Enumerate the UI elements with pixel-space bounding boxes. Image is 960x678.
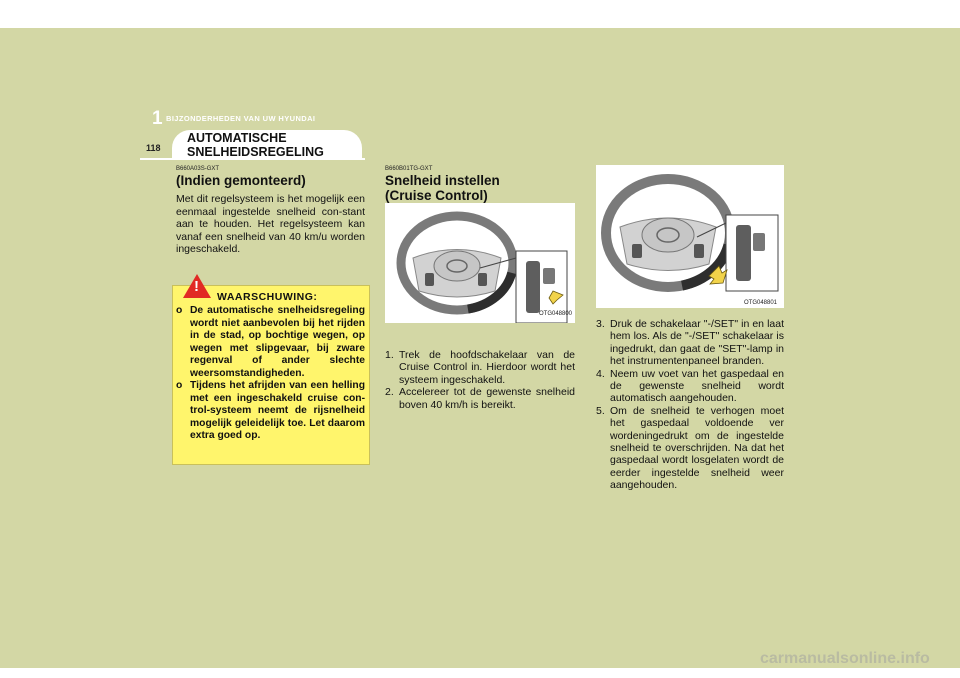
warning-bullet: o (176, 380, 183, 391)
step-text: Om de snelheid te verhogen moet het gaspedaal voldoende ver wordeningedrukt om de ingestelde snelheid te overschrijden. Na dat het gaspedaal wordt losgelaten wordt de eerder ingestelde snelheid weer aangehouden. (610, 404, 784, 492)
step-text: Neem uw voet van het gaspedaal en de gewenste snelheid wordt automatisch aangehouden. (610, 367, 784, 405)
warning-item-text: Tijdens het afrijden van een helling met een ingeschakeld cruise con-trol-systeem neemt de rijsnelheid mogelijk geleidelijk toe. Let daarom extra goed op. (190, 380, 365, 441)
step-number: 3. (596, 318, 605, 330)
step-text: Accelereer tot de gewenste snelheid boven 40 km/h is bereikt. (399, 386, 575, 411)
chapter-title: BIJZONDERHEDEN VAN UW HYUNDAI (166, 114, 316, 123)
col1-code: B660A03S-GXT (176, 166, 220, 172)
steering-wheel-figure (385, 203, 575, 323)
step-number: 2. (385, 386, 394, 399)
warning-item-text: De automatische snelheidsregeling wordt niet aanbevolen bij het rijden in de stad, op bochtige wegen, op wegen met slipgevaar, bij zware regenval of ander slechte weersomstandigheden. (190, 305, 365, 379)
watermark-text: carmanualsonline.info (760, 650, 930, 667)
step-item (385, 386, 575, 411)
section-title: AUTOMATISCHE SNELHEIDSREGELING (187, 131, 324, 159)
col2-code: B660B01TG-GXT (385, 166, 433, 172)
step-text: Druk de schakelaar "-/SET" in en laat hem los. Als de "-/SET" schakelaar is ingedrukt, dan gaat de "SET"-lamp in het instrumentenpaneel branden. (610, 318, 784, 368)
warning-title: WAARSCHUWING: (217, 291, 318, 303)
step-number: 1. (385, 349, 394, 361)
warning-item (174, 380, 365, 443)
step-text: Trek de hoofdschakelaar van de Cruise Control in. Hierdoor wordt het systeem ingeschakeld. (399, 349, 575, 386)
figure-caption: OTG048800 (539, 311, 573, 317)
step-item (385, 349, 575, 386)
page-band (0, 28, 960, 668)
steering-wheel-illustration (385, 203, 575, 323)
warning-item (174, 305, 365, 380)
col3-steps (596, 318, 784, 492)
col2-heading: Snelheid instellen (Cruise Control) (385, 173, 500, 203)
step-number: 5. (596, 404, 605, 417)
step-item (596, 405, 784, 492)
warning-list (174, 305, 365, 443)
col1-heading: (Indien gemonteerd) (176, 173, 306, 188)
col2-steps (385, 349, 575, 411)
chapter-number: 1 (152, 108, 163, 129)
warning-bullet: o (176, 305, 183, 316)
step-number: 4. (596, 367, 605, 380)
warning-exclamation: ! (194, 278, 199, 295)
step-item (596, 318, 784, 368)
steering-wheel-illustration (596, 165, 784, 308)
figure-caption: OTG048801 (744, 300, 778, 306)
col1-body: Met dit regelsysteem is het mogelijk een eenmaal ingestelde snelheid con-stant aan te houden. Het regelsysteem kan vanaf een snelheid van 40 km/u worden ingeschakeld. (176, 193, 365, 256)
step-item (596, 368, 784, 405)
steering-wheel-figure (596, 165, 784, 308)
page-number: 118 (146, 143, 161, 153)
